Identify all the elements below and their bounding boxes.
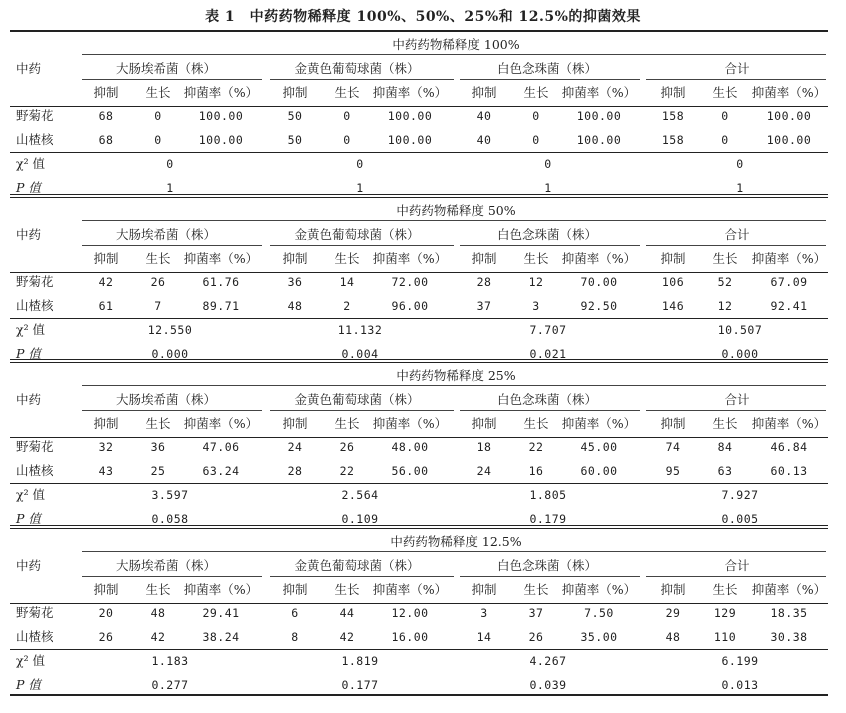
sub-header: 生长 <box>523 416 549 431</box>
sub-header: 生长 <box>145 582 171 597</box>
table-cell: 0 <box>721 133 729 147</box>
group-header: 金黄色葡萄球菌（株） <box>294 227 420 242</box>
group-underline <box>646 410 826 411</box>
group-underline <box>270 245 454 246</box>
stats-rule <box>10 483 828 484</box>
table-cell: 28 <box>287 464 303 478</box>
group-underline <box>270 410 454 411</box>
section-divider <box>10 194 828 198</box>
table-cell: 74 <box>665 440 681 454</box>
group-underline <box>82 245 262 246</box>
sub-header: 生长 <box>523 582 549 597</box>
group-underline <box>460 245 640 246</box>
sub-header: 抑菌率（%） <box>561 251 637 266</box>
table-cell: 158 <box>661 109 685 123</box>
stats-rule <box>10 649 828 650</box>
p-value: 0.004 <box>341 347 379 361</box>
table-cell: 48.00 <box>391 440 429 454</box>
table-cell: 72.00 <box>391 275 429 289</box>
table-cell: 22 <box>528 440 544 454</box>
sub-header: 生长 <box>523 251 549 266</box>
herb-label: 野菊花 <box>16 439 54 454</box>
group-header: 金黄色葡萄球菌（株） <box>294 61 420 76</box>
table-cell: 70.00 <box>580 275 618 289</box>
table-cell: 7 <box>154 299 162 313</box>
sub-header: 抑菌率（%） <box>372 85 448 100</box>
p-value: 0.000 <box>721 347 759 361</box>
sub-header: 生长 <box>334 85 360 100</box>
table-cell: 14 <box>476 630 492 644</box>
table-cell: 61.76 <box>202 275 240 289</box>
table-cell: 37 <box>528 606 544 620</box>
table-cell: 48 <box>150 606 166 620</box>
subheader-rule <box>10 106 828 107</box>
herb-label: 野菊花 <box>16 274 54 289</box>
section-divider <box>10 359 828 363</box>
group-header: 大肠埃希菌（株） <box>115 392 216 407</box>
p-label: P 值 <box>16 677 41 692</box>
section-heading: 中药药物稀释度 50% <box>396 203 516 218</box>
sub-header: 生长 <box>334 582 360 597</box>
table-cell: 0 <box>343 133 351 147</box>
group-header: 大肠埃希菌（株） <box>115 227 216 242</box>
table-cell: 0 <box>154 133 162 147</box>
sub-header: 生长 <box>145 251 171 266</box>
chi-value: 1.183 <box>151 654 189 668</box>
table-cell: 28 <box>476 275 492 289</box>
sub-header: 抑制 <box>282 582 308 597</box>
table-cell: 26 <box>339 440 355 454</box>
group-underline <box>270 576 454 577</box>
table-cell: 100.00 <box>387 109 433 123</box>
p-value: 0.109 <box>341 512 379 526</box>
table-cell: 37 <box>476 299 492 313</box>
group-underline <box>270 79 454 80</box>
p-value: 0.039 <box>529 678 567 692</box>
herb-label: 山楂核 <box>16 629 54 644</box>
chi-value: 7.927 <box>721 488 759 502</box>
table-cell: 2 <box>343 299 351 313</box>
table-cell: 29 <box>665 606 681 620</box>
p-label: P 值 <box>16 346 41 361</box>
table-cell: 129 <box>713 606 737 620</box>
table-cell: 44 <box>339 606 355 620</box>
table-cell: 3 <box>480 606 488 620</box>
sub-header: 抑制 <box>660 251 686 266</box>
group-underline <box>82 79 262 80</box>
chi-label: χ² 值 <box>16 487 46 502</box>
stats-rule <box>10 152 828 153</box>
sub-header: 生长 <box>523 85 549 100</box>
group-header: 白色念珠菌（株） <box>496 558 597 573</box>
sub-header: 抑菌率（%） <box>372 416 448 431</box>
group-header: 金黄色葡萄球菌（株） <box>294 392 420 407</box>
p-label: P 值 <box>16 511 41 526</box>
heading-underline <box>82 220 826 221</box>
table-cell: 3 <box>532 299 540 313</box>
table-cell: 46.84 <box>770 440 808 454</box>
table-cell: 68 <box>98 109 114 123</box>
subheader-rule <box>10 272 828 273</box>
group-underline <box>646 79 826 80</box>
sub-header: 抑菌率（%） <box>183 85 259 100</box>
subheader-rule <box>10 437 828 438</box>
table-cell: 47.06 <box>202 440 240 454</box>
table-cell: 7.50 <box>584 606 614 620</box>
group-header: 金黄色葡萄球菌（株） <box>294 558 420 573</box>
table-cell: 63.24 <box>202 464 240 478</box>
table-cell: 96.00 <box>391 299 429 313</box>
sub-header: 生长 <box>145 85 171 100</box>
p-value: 0.277 <box>151 678 189 692</box>
table-cell: 110 <box>713 630 737 644</box>
sub-header: 抑制 <box>93 251 119 266</box>
p-value: 0.021 <box>529 347 567 361</box>
group-underline <box>82 576 262 577</box>
chi-value: 7.707 <box>529 323 567 337</box>
section-heading: 中药药物稀释度 12.5% <box>390 534 522 549</box>
table-cell: 14 <box>339 275 355 289</box>
sub-header: 抑制 <box>660 85 686 100</box>
sub-header: 抑菌率（%） <box>751 251 827 266</box>
table-cell: 92.41 <box>770 299 808 313</box>
table-cell: 42 <box>150 630 166 644</box>
group-header: 大肠埃希菌（株） <box>115 558 216 573</box>
sub-header: 抑制 <box>282 416 308 431</box>
group-header: 合计 <box>724 392 750 407</box>
group-header: 合计 <box>724 227 750 242</box>
section-heading: 中药药物稀释度 25% <box>396 368 516 383</box>
chi-value: 1.819 <box>341 654 379 668</box>
sub-header: 抑菌率（%） <box>372 251 448 266</box>
sub-header: 生长 <box>334 416 360 431</box>
group-underline <box>82 410 262 411</box>
sub-header: 抑制 <box>93 416 119 431</box>
group-header: 白色念珠菌（株） <box>496 392 597 407</box>
table-cell: 61 <box>98 299 114 313</box>
chi-value: 12.550 <box>147 323 193 337</box>
herb-label: 野菊花 <box>16 605 54 620</box>
p-value: 1 <box>356 181 364 195</box>
chi-value: 0 <box>356 157 364 171</box>
p-value: 0.058 <box>151 512 189 526</box>
chi-value: 2.564 <box>341 488 379 502</box>
sub-header: 抑制 <box>660 582 686 597</box>
table-cell: 0 <box>532 109 540 123</box>
sub-header: 抑制 <box>471 85 497 100</box>
sub-header: 抑菌率（%） <box>751 582 827 597</box>
p-value: 0.000 <box>151 347 189 361</box>
sub-header: 抑菌率（%） <box>751 416 827 431</box>
chi-label: χ² 值 <box>16 653 46 668</box>
table-cell: 100.00 <box>576 133 622 147</box>
table-cell: 100.00 <box>576 109 622 123</box>
chi-value: 6.199 <box>721 654 759 668</box>
table-cell: 84 <box>717 440 733 454</box>
table-top-rule <box>10 30 828 32</box>
table-cell: 0 <box>721 109 729 123</box>
table-cell: 100.00 <box>766 133 812 147</box>
heading-underline <box>82 54 826 55</box>
group-header: 大肠埃希菌（株） <box>115 61 216 76</box>
sub-header: 抑制 <box>471 251 497 266</box>
sub-header: 生长 <box>334 251 360 266</box>
subheader-rule <box>10 603 828 604</box>
table-cell: 29.41 <box>202 606 240 620</box>
table-cell: 20 <box>98 606 114 620</box>
p-value: 0.179 <box>529 512 567 526</box>
table-cell: 8 <box>291 630 299 644</box>
table-cell: 26 <box>528 630 544 644</box>
sub-header: 抑制 <box>471 416 497 431</box>
table-cell: 40 <box>476 109 492 123</box>
chi-value: 3.597 <box>151 488 189 502</box>
table-cell: 0 <box>343 109 351 123</box>
chi-label: χ² 值 <box>16 156 46 171</box>
p-value: 1 <box>736 181 744 195</box>
sub-header: 生长 <box>712 85 738 100</box>
table-cell: 16 <box>528 464 544 478</box>
table-cell: 60.00 <box>580 464 618 478</box>
herb-label: 山楂核 <box>16 463 54 478</box>
table-cell: 146 <box>661 299 685 313</box>
table-cell: 68 <box>98 133 114 147</box>
table-cell: 89.71 <box>202 299 240 313</box>
table-cell: 6 <box>291 606 299 620</box>
table-cell: 25 <box>150 464 166 478</box>
row-header-label: 中药 <box>16 558 42 573</box>
row-header-label: 中药 <box>16 227 42 242</box>
chi-value: 0 <box>166 157 174 171</box>
sub-header: 生长 <box>145 416 171 431</box>
chi-value: 4.267 <box>529 654 567 668</box>
section-divider <box>10 525 828 529</box>
table-cell: 43 <box>98 464 114 478</box>
group-header: 白色念珠菌（株） <box>496 61 597 76</box>
sub-header: 抑菌率（%） <box>561 85 637 100</box>
herb-label: 野菊花 <box>16 108 54 123</box>
table-cell: 18 <box>476 440 492 454</box>
table-cell: 92.50 <box>580 299 618 313</box>
chi-value: 0 <box>736 157 744 171</box>
table-cell: 40 <box>476 133 492 147</box>
p-value: 0.013 <box>721 678 759 692</box>
p-value: 0.177 <box>341 678 379 692</box>
sub-header: 抑制 <box>282 85 308 100</box>
table-cell: 16.00 <box>391 630 429 644</box>
table-cell: 22 <box>339 464 355 478</box>
table-cell: 60.13 <box>770 464 808 478</box>
sub-header: 抑制 <box>93 85 119 100</box>
table-cell: 42 <box>339 630 355 644</box>
table-cell: 50 <box>287 109 303 123</box>
sub-header: 生长 <box>712 416 738 431</box>
table-cell: 12 <box>717 299 733 313</box>
chi-value: 1.805 <box>529 488 567 502</box>
table-cell: 26 <box>150 275 166 289</box>
sub-header: 抑菌率（%） <box>183 416 259 431</box>
row-header-label: 中药 <box>16 61 42 76</box>
table-cell: 0 <box>154 109 162 123</box>
chi-value: 10.507 <box>717 323 763 337</box>
group-underline <box>646 245 826 246</box>
group-underline <box>460 79 640 80</box>
sub-header: 抑制 <box>471 582 497 597</box>
table-cell: 95 <box>665 464 681 478</box>
table-cell: 18.35 <box>770 606 808 620</box>
table-cell: 36 <box>150 440 166 454</box>
heading-underline <box>82 551 826 552</box>
table-cell: 42 <box>98 275 114 289</box>
sub-header: 抑菌率（%） <box>183 582 259 597</box>
table-cell: 100.00 <box>387 133 433 147</box>
sub-header: 抑菌率（%） <box>751 85 827 100</box>
table-cell: 56.00 <box>391 464 429 478</box>
sub-header: 抑菌率（%） <box>561 416 637 431</box>
table-cell: 38.24 <box>202 630 240 644</box>
table-cell: 100.00 <box>198 109 244 123</box>
sub-header: 抑菌率（%） <box>183 251 259 266</box>
table-cell: 12 <box>528 275 544 289</box>
sub-header: 生长 <box>712 582 738 597</box>
chi-label: χ² 值 <box>16 322 46 337</box>
herb-label: 山楂核 <box>16 132 54 147</box>
chi-value: 11.132 <box>337 323 383 337</box>
group-header: 白色念珠菌（株） <box>496 227 597 242</box>
table-cell: 24 <box>287 440 303 454</box>
table-cell: 35.00 <box>580 630 618 644</box>
section-heading: 中药药物稀释度 100% <box>392 37 520 52</box>
p-value: 0.005 <box>721 512 759 526</box>
table-cell: 24 <box>476 464 492 478</box>
herb-label: 山楂核 <box>16 298 54 313</box>
table-cell: 106 <box>661 275 685 289</box>
sub-header: 抑制 <box>282 251 308 266</box>
table-cell: 0 <box>532 133 540 147</box>
sub-header: 生长 <box>712 251 738 266</box>
table-cell: 67.09 <box>770 275 808 289</box>
table-cell: 36 <box>287 275 303 289</box>
group-header: 合计 <box>724 61 750 76</box>
group-underline <box>460 410 640 411</box>
group-underline <box>646 576 826 577</box>
table-cell: 48 <box>665 630 681 644</box>
table-cell: 63 <box>717 464 733 478</box>
table-cell: 52 <box>717 275 733 289</box>
table-cell: 158 <box>661 133 685 147</box>
table-cell: 32 <box>98 440 114 454</box>
table-cell: 50 <box>287 133 303 147</box>
sub-header: 抑制 <box>660 416 686 431</box>
stats-rule <box>10 318 828 319</box>
table-cell: 100.00 <box>198 133 244 147</box>
row-header-label: 中药 <box>16 392 42 407</box>
sub-header: 抑菌率（%） <box>561 582 637 597</box>
group-header: 合计 <box>724 558 750 573</box>
table-bottom-rule <box>10 694 828 696</box>
table-cell: 100.00 <box>766 109 812 123</box>
table-cell: 48 <box>287 299 303 313</box>
group-underline <box>460 576 640 577</box>
table-title: 表 1 中药药物稀释度 100%、50%、25%和 12.5%的抑菌效果 <box>205 9 641 25</box>
table-cell: 45.00 <box>580 440 618 454</box>
p-value: 1 <box>166 181 174 195</box>
sub-header: 抑制 <box>93 582 119 597</box>
p-value: 1 <box>544 181 552 195</box>
heading-underline <box>82 385 826 386</box>
table-cell: 12.00 <box>391 606 429 620</box>
table-cell: 30.38 <box>770 630 808 644</box>
chi-value: 0 <box>544 157 552 171</box>
p-label: P 值 <box>16 180 41 195</box>
sub-header: 抑菌率（%） <box>372 582 448 597</box>
table-cell: 26 <box>98 630 114 644</box>
